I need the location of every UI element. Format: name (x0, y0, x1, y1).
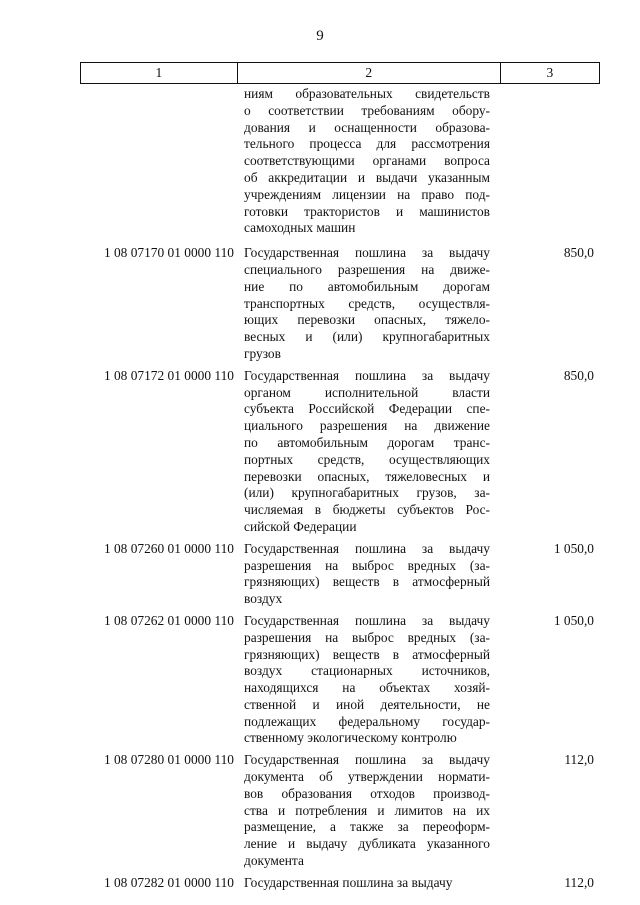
table-body (80, 86, 600, 892)
description-line: дования и оснащенности образова- (244, 119, 490, 135)
budget-classification-code: 1 08 07170 01 0000 110 (103, 245, 234, 261)
description-line: органом исполнительной власти (244, 384, 490, 400)
description-line: соответствующими органами вопроса (244, 153, 490, 169)
description-line: Государственная пошлина за выдачу (244, 540, 490, 556)
budget-classification-code: 1 08 07260 01 0000 110 (103, 540, 234, 556)
description-line: готовки трактористов и машинистов (244, 203, 490, 219)
fee-description (244, 613, 490, 747)
fee-amount: 1 050,0 (553, 540, 594, 556)
description-line: по автомобильным дорогам транс- (244, 434, 490, 450)
description-line: ющих перевозки опасных, тяжело- (244, 312, 490, 328)
description-line: о соответствии требованиям обору- (244, 102, 490, 118)
description-line: грязняющих) веществ в атмосферный (244, 646, 490, 662)
fee-amount: 1 050,0 (553, 612, 594, 628)
column-header-2: 2 (237, 63, 500, 84)
description-line: подлежащих федеральному государ- (244, 713, 490, 729)
description-line: специального разрешения на движе- (244, 261, 490, 277)
description-line: учреждениям лицензии на право под- (244, 186, 490, 202)
fee-amount: 112,0 (564, 752, 594, 768)
description-line: разрешения на выброс вредных (за- (244, 629, 490, 645)
table-row (80, 245, 600, 363)
description-line: документа (244, 853, 304, 869)
description-line: Государственная пошлина за выдачу (244, 612, 490, 628)
description-line: перевозки опасных, тяжеловесных и (244, 468, 490, 484)
column-header-table (80, 62, 600, 84)
budget-classification-code: 1 08 07262 01 0000 110 (103, 612, 234, 628)
table-row (80, 875, 600, 892)
fee-description (244, 86, 490, 237)
description-line: самоходных машин (244, 220, 356, 236)
fee-description (244, 875, 490, 892)
description-line: весных и (или) крупногабаритных (244, 329, 490, 345)
fee-amount: 850,0 (563, 245, 594, 261)
budget-classification-code: 1 08 07172 01 0000 110 (103, 367, 234, 383)
description-line: размещение, а также за переоформ- (244, 819, 490, 835)
table-row (80, 613, 600, 747)
description-line: ние по автомобильным дорогам (244, 278, 490, 294)
column-header-3: 3 (500, 63, 599, 84)
table-row (80, 752, 600, 870)
table-row (80, 541, 600, 608)
budget-classification-code: 1 08 07282 01 0000 110 (103, 874, 234, 890)
description-line: Государственная пошлина за выдачу (244, 367, 490, 383)
fee-description (244, 245, 490, 363)
fee-description (244, 541, 490, 608)
description-line: Государственная пошлина за выдачу (244, 752, 490, 768)
description-line: документа об утверждении нормати- (244, 769, 490, 785)
budget-classification-code (80, 86, 238, 237)
fee-description (244, 752, 490, 870)
description-line: ственному экологическому контролю (244, 730, 457, 746)
description-line: транспортных средств, осуществля- (244, 295, 490, 311)
page-number: 9 (316, 28, 324, 44)
description-line: Государственная пошлина за выдачу (244, 874, 453, 890)
table-row (80, 86, 600, 237)
description-line: Государственная пошлина за выдачу (244, 245, 490, 261)
description-line: тельного процесса для рассмотрения (244, 136, 490, 152)
fee-amount: 112,0 (564, 874, 594, 890)
fee-amount: 850,0 (563, 367, 594, 383)
description-line: грязняющих) веществ в атмосферный (244, 574, 490, 590)
description-line: ниям образовательных свидетельств (244, 86, 490, 101)
description-line: (или) крупногабаритных грузов, за- (244, 485, 490, 501)
description-line: грузов (244, 345, 281, 361)
description-line: воздух (244, 591, 283, 607)
column-header-1: 1 (81, 63, 238, 84)
description-line: субъекта Российской Федерации спе- (244, 401, 490, 417)
description-line: вов образования отходов производ- (244, 785, 490, 801)
description-line: об аккредитации и выдачи указанным (244, 169, 490, 185)
description-line: портных средств, осуществляющих (244, 451, 490, 467)
description-line: ление и выдачу дубликата указанного (244, 836, 490, 852)
description-line: находящихся на объектах хозяй- (244, 680, 490, 696)
fee-amount (490, 86, 600, 237)
fee-description (244, 368, 490, 536)
budget-classification-code: 1 08 07280 01 0000 110 (103, 752, 234, 768)
description-line: числяемая в бюджеты субъектов Рос- (244, 502, 490, 518)
description-line: ственной и иной деятельности, не (244, 696, 490, 712)
description-line: разрешения на выброс вредных (за- (244, 557, 490, 573)
description-line: воздух стационарных источников, (244, 663, 490, 679)
table-row (80, 368, 600, 536)
description-line: сийской Федерации (244, 518, 357, 534)
description-line: ства и потребления и лимитов на их (244, 802, 490, 818)
description-line: циального разрешения на движение (244, 418, 490, 434)
